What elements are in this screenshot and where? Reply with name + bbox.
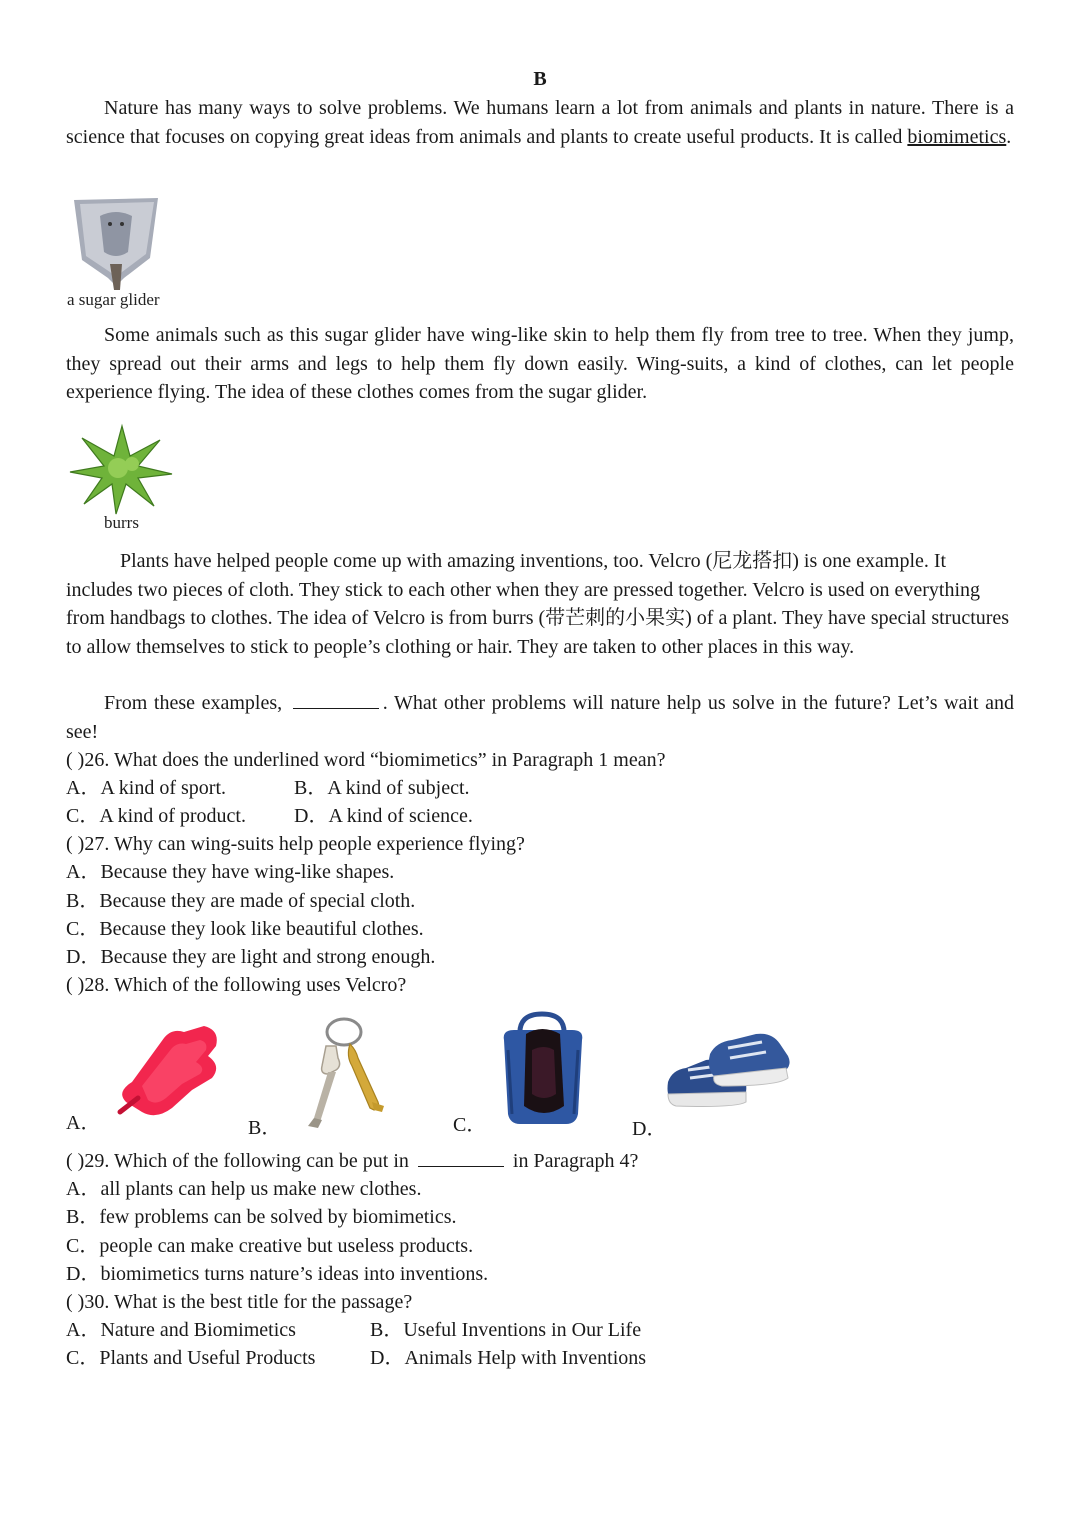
keys-image <box>296 1010 394 1130</box>
question-30-stem: ( )30. What is the best title for the passage? <box>66 1291 413 1313</box>
q28-option-b-label: B． <box>248 1117 282 1139</box>
q27-option-c: C．Because they look like beautiful clothes. <box>66 918 424 940</box>
q26-option-c: C．A kind of product. <box>66 805 246 827</box>
underlined-word-biomimetics: biomimetics <box>907 125 1007 148</box>
q29-option-a: A．all plants can help us make new clothes. <box>66 1178 422 1200</box>
q26-option-d: D．A kind of science. <box>294 805 473 827</box>
q30-option-c: C．Plants and Useful Products <box>66 1347 316 1369</box>
paragraph-2: Some animals such as this sugar glider have wing-like skin to help them fly from tree to tree. When they jump, they spread out their arms and legs to help them fly down easily. Wing-suits, a kind of clothes, can let people experience flying. The idea of these clothes comes from the sugar glider. <box>66 324 1014 403</box>
question-26-stem: ( )26. What does the underlined word “biomimetics” in Paragraph 1 mean? <box>66 749 666 771</box>
paragraph-1: Nature has many ways to solve problems. We humans learn a lot from animals and plants in nature. There is a science that focuses on copying great ideas from animals and plants to create useful products. It is called biomimetics. <box>66 97 1014 148</box>
clip-image <box>112 1016 224 1120</box>
q26-option-a: A．A kind of sport. <box>66 777 226 799</box>
q29-blank <box>418 1150 504 1167</box>
q28-option-d-label: D． <box>632 1118 667 1140</box>
q28-option-a-label: A． <box>66 1112 101 1134</box>
q28-option-c-label: C． <box>453 1114 487 1136</box>
q26-option-b: B．A kind of subject. <box>294 777 470 799</box>
question-27-stem: ( )27. Why can wing-suits help people experience flying? <box>66 833 525 855</box>
q30-option-a: A．Nature and Biomimetics <box>66 1319 296 1341</box>
question-28-stem: ( )28. Which of the following uses Velcro? <box>66 974 407 996</box>
q27-option-a: A．Because they have wing-like shapes. <box>66 861 395 883</box>
sneakers-image <box>666 1030 792 1114</box>
q27-option-d: D．Because they are light and strong enough. <box>66 946 436 968</box>
q30-option-d: D．Animals Help with Inventions <box>370 1347 647 1369</box>
question-29-stem: ( )29. Which of the following can be put in in Paragraph 4? <box>66 1150 639 1172</box>
q29-option-b: B．few problems can be solved by biomimetics. <box>66 1206 457 1228</box>
paragraph-4: From these examples, . What other problems will nature help us solve in the future? Let’s wait and see! <box>66 692 1014 743</box>
sugar-glider-image <box>70 194 162 290</box>
burrs-image <box>66 420 178 516</box>
q29-option-d: D．biomimetics turns nature’s ideas into inventions. <box>66 1263 489 1285</box>
q27-option-b: B．Because they are made of special cloth. <box>66 890 416 912</box>
paragraph-3: Plants have helped people come up with amazing inventions, too. Velcro (尼龙搭扣) is one example. It includes two pieces of cloth. They stick to each other when they are pressed together. Velcro is used on everything from handbags to clothes. The idea of Velcro is from burrs (带芒刺的小果实) of a plant. They have special structures to allow themselves to stick to people’s clothing or hair. They are taken to other places in this way. <box>66 550 1010 658</box>
caption-sugar-glider: a sugar glider <box>67 290 160 309</box>
handbag-image <box>498 1010 588 1128</box>
q29-option-c: C．people can make creative but useless products. <box>66 1235 474 1257</box>
section-title: B <box>533 68 547 90</box>
caption-burrs: burrs <box>104 513 139 532</box>
answer-blank <box>293 692 379 709</box>
q30-option-b: B．Useful Inventions in Our Life <box>370 1319 642 1341</box>
